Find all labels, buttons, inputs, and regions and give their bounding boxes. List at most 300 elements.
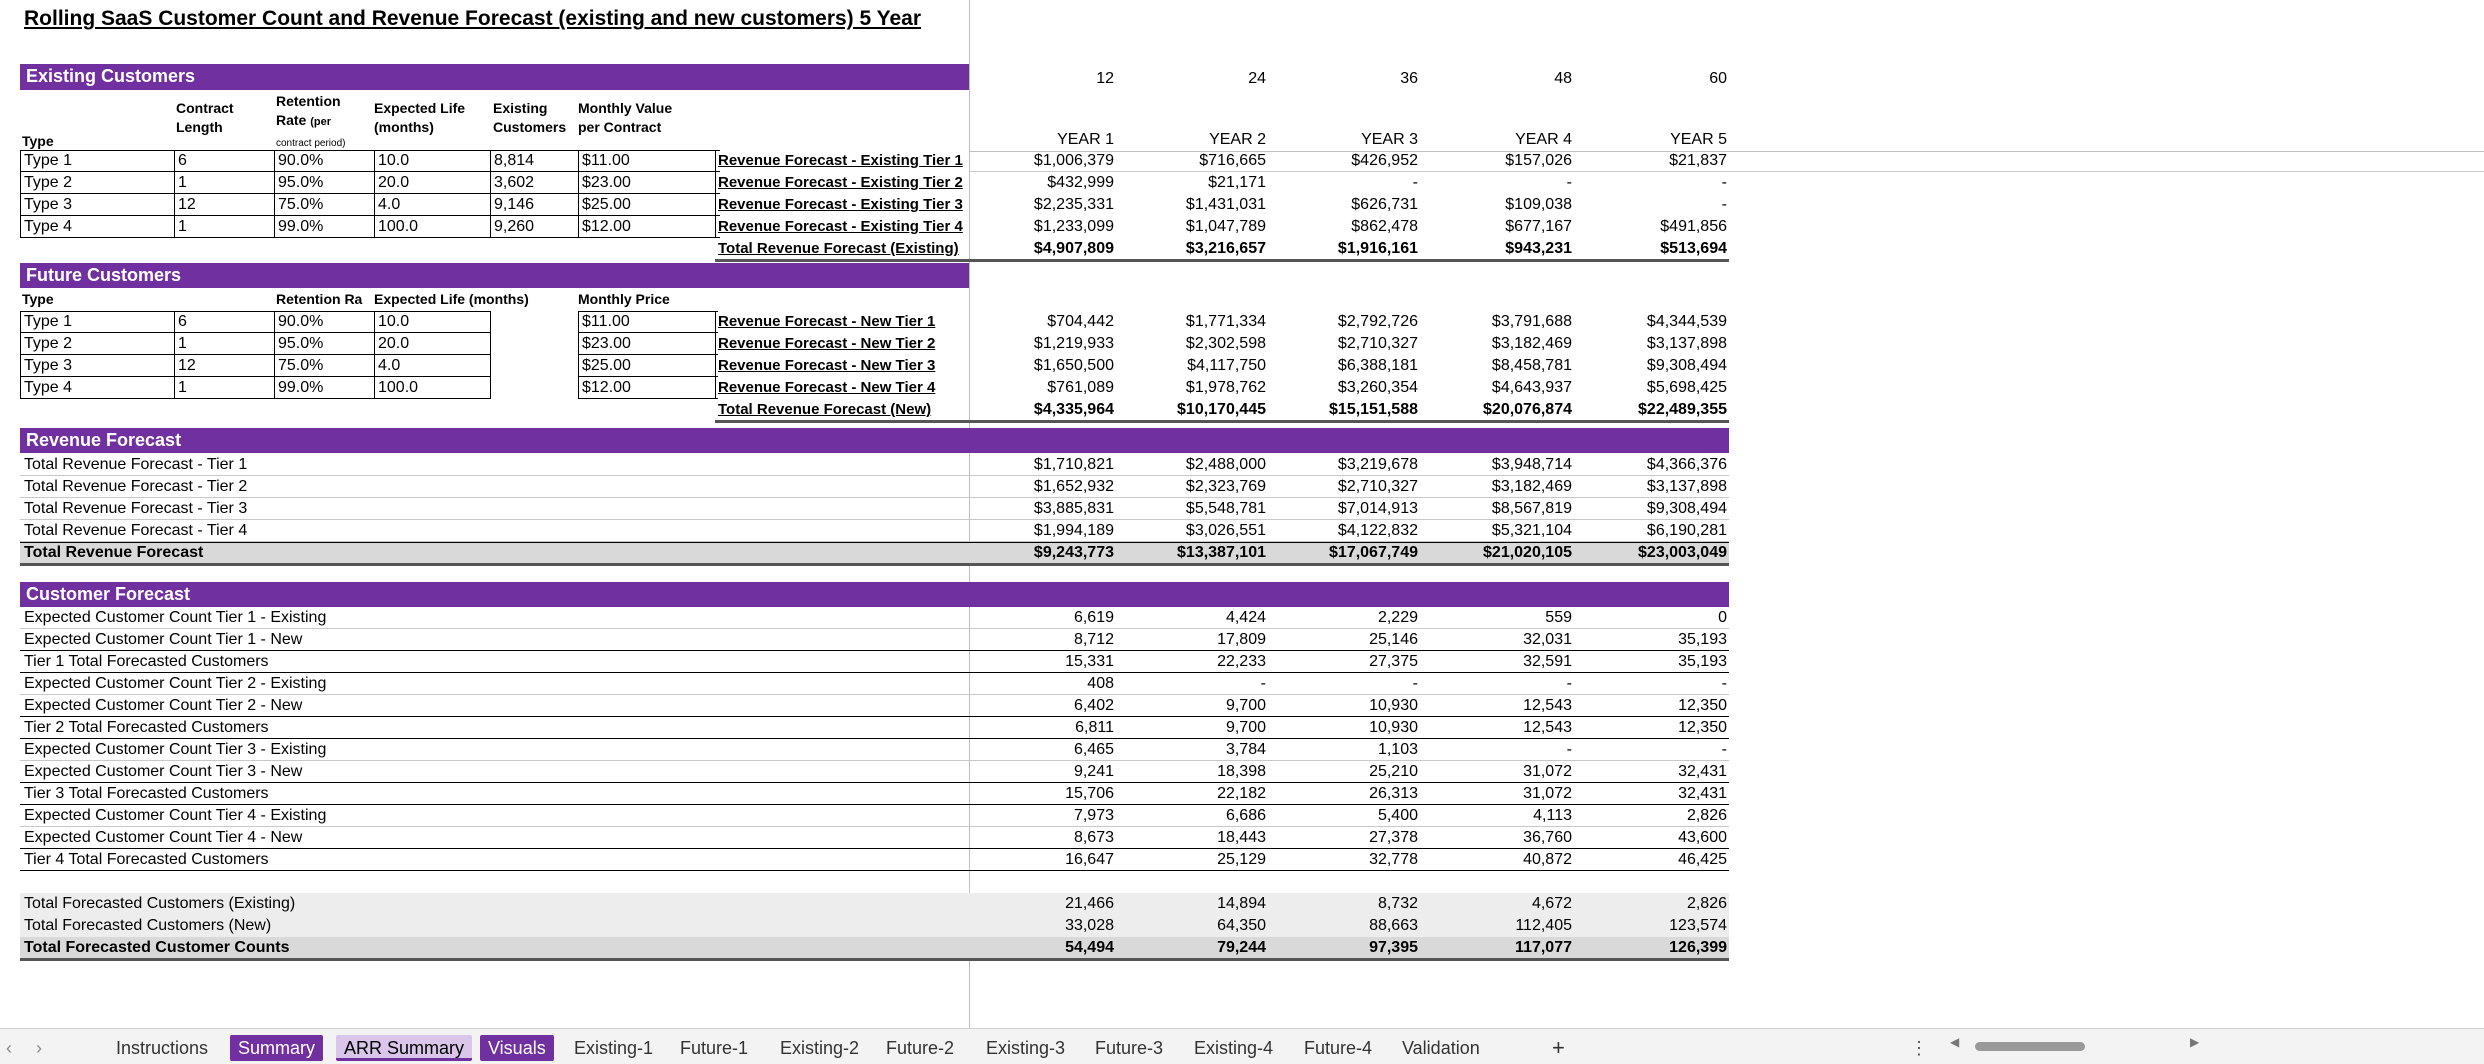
existing-forecast-value-y3[interactable]: $862,478 [1351,218,1418,235]
customer-row-value-y1[interactable]: 6,465 [1073,741,1114,758]
customer-row-value-y3[interactable]: 25,210 [1369,763,1418,780]
grid-vline [174,150,175,238]
customer-row-value-y1[interactable]: 6,811 [1075,719,1114,736]
year-label: YEAR 1 [1057,131,1114,148]
existing-forecast-value-y2[interactable]: $1,047,789 [1185,218,1266,235]
future-type-cell[interactable]: Type 4 [24,379,73,396]
customer-row-label[interactable]: Expected Customer Count Tier 4 - New [24,829,303,846]
customer-row-value-y5[interactable]: 2,826 [1686,807,1727,824]
row-border-top [578,311,718,312]
customer-row-value-y4[interactable]: 559 [1545,609,1572,626]
existing-col-life [374,99,465,137]
tab-scroll-next-icon[interactable]: › [36,1038,42,1058]
existing-customers-cell[interactable]: 3,602 [494,174,535,191]
revenue-row-value-y3[interactable]: $3,219,678 [1337,456,1418,473]
future-contract-cell[interactable]: 1 [178,379,187,396]
grid-vline [20,150,21,238]
revenue-row-label[interactable]: Total Revenue Forecast - Tier 4 [24,522,248,539]
customer-row-value-y2[interactable]: 4,424 [1225,609,1266,626]
future-forecast-value-y1[interactable]: $761,089 [1047,379,1114,396]
customer-row-value-y5[interactable]: 35,193 [1678,653,1727,670]
total-underline [20,563,1729,566]
customer-row-value-y3[interactable]: 10,930 [1369,697,1418,714]
future-forecast-value-y1[interactable]: $1,219,933 [1033,335,1114,352]
col-monthly-line2: per Contract [578,119,662,135]
customer-row-value-y2[interactable]: 6,686 [1225,807,1266,824]
tab-future-4[interactable]: Future-4 [1304,1038,1373,1058]
existing-forecast-value-y3[interactable]: - [1412,174,1418,191]
row-border-top [20,311,490,312]
horizontal-scrollbar[interactable] [1950,1035,2202,1053]
existing-col-contract [176,99,234,137]
row-border [578,398,718,399]
row-border [20,354,490,355]
customer-row-value-y5[interactable]: 43,600 [1678,829,1727,846]
customer-summary-value-y3[interactable]: 88,663 [1369,917,1418,934]
future-monthly-cell[interactable]: $23.00 [582,335,631,352]
customer-row-value-y1[interactable]: 9,241 [1073,763,1114,780]
future-type-cell[interactable]: Type 3 [24,357,73,374]
future-forecast-value-y3[interactable]: $6,388,181 [1337,357,1418,374]
future-monthly-cell[interactable]: $11.00 [582,313,630,330]
customer-total-label[interactable]: Total Forecasted Customer Counts [24,939,290,956]
future-retention-cell[interactable]: 99.0% [278,379,324,396]
freeze-pane-divider [969,0,970,1028]
grid-vline [274,150,275,238]
customer-row-value-y3[interactable]: - [1412,675,1418,692]
sheet-title[interactable]: Rolling SaaS Customer Count and Revenue Forecast (existing and new customers) 5 Year [24,7,922,30]
customer-summary-value-y1[interactable]: 21,466 [1065,895,1114,912]
revenue-row-value-y4[interactable]: $3,182,469 [1491,478,1572,495]
future-forecast-value-y3[interactable]: $2,792,726 [1337,313,1418,330]
customer-row-value-y4[interactable]: 31,072 [1523,785,1572,802]
customer-row-value-y2[interactable]: 22,182 [1217,785,1266,802]
period-label: 60 [1709,70,1727,87]
future-retention-cell[interactable]: 90.0% [278,313,324,330]
existing-col-retention [276,92,345,153]
existing-type-cell[interactable]: Type 4 [24,218,73,235]
tab-validation[interactable]: Validation [1402,1038,1480,1058]
existing-col-existing [493,99,566,137]
customer-row-value-y1[interactable]: 408 [1087,675,1114,692]
customer-summary-value-y2[interactable]: 14,894 [1217,895,1266,912]
customer-row-value-y5[interactable]: 32,431 [1678,763,1727,780]
row-border [20,332,490,333]
total-underline [715,420,1729,423]
customer-row-label[interactable]: Expected Customer Count Tier 4 - Existing [24,807,327,824]
future-forecast-value-y5[interactable]: $3,137,898 [1646,335,1727,352]
customer-summary-label[interactable]: Total Forecasted Customers (Existing) [24,895,296,912]
existing-retention-cell[interactable]: 75.0% [278,196,324,213]
existing-customers-cell[interactable]: 8,814 [494,152,535,169]
existing-forecast-value-y1[interactable]: $432,999 [1047,174,1114,191]
row-border [20,870,1729,871]
customer-row-value-y4[interactable]: 4,113 [1533,807,1572,824]
revenue-row-value-y1[interactable]: $1,652,932 [1033,478,1114,495]
customer-total-value-y2[interactable]: 79,244 [1217,939,1266,956]
existing-forecast-value-y4[interactable]: $157,026 [1505,152,1572,169]
col-life-line2: (months) [374,119,434,135]
customer-summary-label[interactable]: Total Forecasted Customers (New) [24,917,272,934]
col-contract-line2: Length [176,119,223,135]
future-forecast-value-y5[interactable]: $9,308,494 [1646,357,1727,374]
customer-row-value-y5[interactable]: 32,431 [1678,785,1727,802]
future-forecast-value-y1[interactable]: $1,650,500 [1033,357,1114,374]
customer-row-value-y4[interactable]: 40,872 [1523,851,1572,868]
grid-vline [490,150,491,238]
existing-forecast-label[interactable]: Revenue Forecast - Existing Tier 2 [718,174,963,191]
customer-summary-value-y3[interactable]: 8,732 [1377,895,1418,912]
future-forecast-value-y2[interactable]: $2,302,598 [1185,335,1266,352]
revenue-row-value-y5[interactable]: $6,190,281 [1646,522,1727,539]
future-total-value-y3[interactable]: $15,151,588 [1329,401,1418,418]
col-life-line1: Expected Life [374,100,466,116]
revenue-total-value-y4[interactable]: $21,020,105 [1483,544,1572,561]
existing-total-value-y2[interactable]: $3,216,657 [1185,240,1266,257]
future-customers-header: Future Customers [20,263,969,288]
customer-row-label[interactable]: Expected Customer Count Tier 2 - Existing [24,675,327,692]
revenue-row-value-y2[interactable]: $2,488,000 [1185,456,1266,473]
future-type-cell[interactable]: Type 2 [24,335,73,352]
customer-row-value-y5[interactable]: 46,425 [1678,851,1727,868]
tab-future-1[interactable]: Future-1 [680,1038,749,1058]
existing-contract-cell[interactable]: 1 [178,174,187,191]
customer-summary-value-y1[interactable]: 33,028 [1065,917,1114,934]
customer-summary-value-y5[interactable]: 2,826 [1686,895,1727,912]
future-total-value-y5[interactable]: $22,489,355 [1638,401,1727,418]
customer-row-label[interactable]: Expected Customer Count Tier 2 - New [24,697,303,714]
tab-existing-3[interactable]: Existing-3 [986,1038,1066,1058]
grid-vline [715,311,716,399]
revenue-total-label[interactable]: Total Revenue Forecast [24,544,204,561]
col-retention-small: (per [310,116,332,128]
revenue-row-value-y4[interactable]: $3,948,714 [1491,456,1572,473]
future-forecast-value-y4[interactable]: $8,458,781 [1491,357,1572,374]
future-forecast-value-y4[interactable]: $4,643,937 [1491,379,1572,396]
existing-forecast-value-y1[interactable]: $2,235,331 [1033,196,1114,213]
tab-summary[interactable]: Summary [230,1035,323,1061]
future-forecast-value-y2[interactable]: $1,771,334 [1185,313,1266,330]
row-border [20,376,490,377]
future-retention-cell[interactable]: 95.0% [278,335,324,352]
period-label: 24 [1248,70,1266,87]
future-forecast-value-y1[interactable]: $704,442 [1047,313,1114,330]
year-label: YEAR 4 [1515,131,1572,148]
revenue-total-value-y3[interactable]: $17,067,749 [1329,544,1418,561]
customer-row-value-y3[interactable]: 27,378 [1369,829,1418,846]
grid-vline [174,311,175,399]
existing-forecast-value-y4[interactable]: - [1566,174,1572,191]
future-total-value-y2[interactable]: $10,170,445 [1177,401,1266,418]
existing-monthly-cell[interactable]: $11.00 [582,152,630,169]
customer-row-label[interactable]: Expected Customer Count Tier 3 - Existing [24,741,327,758]
revenue-row-value-y3[interactable]: $2,710,327 [1337,478,1418,495]
col-existing-line2: Customers [493,119,567,135]
grid-vline [374,311,375,399]
customer-summary-value-y5[interactable]: 123,574 [1669,917,1727,934]
revenue-total-value-y5[interactable]: $23,003,049 [1638,544,1727,561]
total-underline [20,958,1729,961]
gridline [970,171,2484,172]
existing-contract-cell[interactable]: 6 [178,152,187,169]
existing-forecast-value-y2[interactable]: $1,431,031 [1185,196,1266,213]
existing-retention-cell[interactable]: 99.0% [278,218,324,235]
tab-instructions[interactable]: Instructions [116,1038,209,1058]
customer-summary-value-y4[interactable]: 4,672 [1531,895,1572,912]
existing-forecast-value-y5[interactable]: $21,837 [1669,152,1727,169]
tab-existing-4[interactable]: Existing-4 [1194,1038,1274,1058]
existing-monthly-cell[interactable]: $23.00 [582,174,631,191]
customer-row-label[interactable]: Expected Customer Count Tier 1 - New [24,631,303,648]
customer-row-value-y1[interactable]: 16,647 [1065,851,1114,868]
future-forecast-value-y3[interactable]: $2,710,327 [1337,335,1418,352]
revenue-row-value-y2[interactable]: $3,026,551 [1185,522,1266,539]
existing-col-monthly [578,99,672,137]
future-total-label[interactable]: Total Revenue Forecast (New) [718,401,932,418]
customer-row-value-y1[interactable]: 8,673 [1073,829,1114,846]
existing-life-cell[interactable]: 20.0 [378,174,410,191]
customer-row-value-y5[interactable]: - [1721,741,1727,758]
revenue-total-value-y1[interactable]: $9,243,773 [1033,544,1114,561]
revenue-row-value-y3[interactable]: $7,014,913 [1337,500,1418,517]
existing-retention-cell[interactable]: 95.0% [278,174,324,191]
grid-vline [578,150,579,238]
future-forecast-value-y5[interactable]: $4,344,539 [1646,313,1727,330]
customer-row-value-y2[interactable]: 25,129 [1217,851,1266,868]
existing-type-cell[interactable]: Type 3 [24,196,73,213]
customer-row-value-y2[interactable]: 18,443 [1217,829,1266,846]
revenue-forecast-header: Revenue Forecast [20,428,1729,453]
more-options-icon[interactable]: ⋮ [1910,1038,1928,1058]
existing-life-cell[interactable]: 4.0 [378,196,401,213]
existing-forecast-value-y5[interactable]: - [1721,174,1727,191]
revenue-row-value-y1[interactable]: $1,994,189 [1033,522,1114,539]
revenue-row-value-y4[interactable]: $8,567,819 [1491,500,1572,517]
future-contract-cell[interactable]: 1 [178,335,187,352]
future-total-value-y4[interactable]: $20,076,874 [1483,401,1572,418]
existing-forecast-value-y3[interactable]: $626,731 [1351,196,1418,213]
revenue-row-value-y5[interactable]: $4,366,376 [1646,456,1727,473]
grid-vline [490,311,491,399]
existing-total-value-y4[interactable]: $943,231 [1505,240,1572,257]
revenue-row-value-y5[interactable]: $9,308,494 [1646,500,1727,517]
tab-arr-summary[interactable]: ARR Summary [336,1035,472,1061]
tab-visuals[interactable]: Visuals [480,1035,554,1061]
customer-total-value-y3[interactable]: 97,395 [1369,939,1418,956]
existing-forecast-value-y1[interactable]: $1,006,379 [1033,152,1114,169]
customer-row-value-y4[interactable]: 32,591 [1523,653,1572,670]
future-life-cell[interactable]: 10.0 [378,313,410,330]
col-contract-line1: Contract [176,100,234,116]
customer-row-value-y4[interactable]: 32,031 [1523,631,1572,648]
customer-row-value-y4[interactable]: 31,072 [1523,763,1572,780]
existing-forecast-value-y5[interactable]: $491,856 [1660,218,1727,235]
col-retention-line3: contract period) [276,138,346,149]
customer-row-value-y2[interactable]: 9,700 [1225,697,1266,714]
customer-row-value-y3[interactable]: 5,400 [1377,807,1418,824]
existing-forecast-value-y3[interactable]: $426,952 [1351,152,1418,169]
year-label: YEAR 3 [1361,131,1418,148]
customer-row-value-y2[interactable]: 9,700 [1225,719,1266,736]
customer-row-value-y4[interactable]: 36,760 [1523,829,1572,846]
future-monthly-cell[interactable]: $12.00 [582,379,631,396]
existing-type-cell[interactable]: Type 1 [24,152,73,169]
customer-row-value-y3[interactable]: 27,375 [1369,653,1418,670]
future-forecast-value-y4[interactable]: $3,182,469 [1491,335,1572,352]
customer-row-value-y4[interactable]: - [1566,675,1572,692]
existing-forecast-value-y4[interactable]: $109,038 [1505,196,1572,213]
existing-monthly-cell[interactable]: $12.00 [582,218,631,235]
tab-future-3[interactable]: Future-3 [1095,1038,1164,1058]
revenue-row-label[interactable]: Total Revenue Forecast - Tier 3 [24,500,248,517]
existing-col-type: Type [22,133,54,149]
scroll-left-icon[interactable]: ◀ [1950,1035,1960,1049]
existing-total-value-y3[interactable]: $1,916,161 [1337,240,1418,257]
customer-row-value-y4[interactable]: 12,543 [1523,719,1572,736]
future-forecast-label[interactable]: Revenue Forecast - New Tier 1 [718,313,936,330]
existing-forecast-value-y5[interactable]: - [1721,196,1727,213]
future-forecast-label[interactable]: Revenue Forecast - New Tier 2 [718,335,936,352]
existing-forecast-value-y2[interactable]: $716,665 [1199,152,1266,169]
customer-row-value-y1[interactable]: 6,402 [1073,697,1114,714]
revenue-row-value-y4[interactable]: $5,321,104 [1491,522,1572,539]
existing-retention-cell[interactable]: 90.0% [278,152,324,169]
revenue-total-value-y2[interactable]: $13,387,101 [1177,544,1266,561]
existing-type-cell[interactable]: Type 2 [24,174,73,191]
existing-forecast-value-y4[interactable]: $677,167 [1505,218,1572,235]
customer-row-label[interactable]: Tier 2 Total Forecasted Customers [24,719,269,736]
customer-row-value-y5[interactable]: 12,350 [1678,697,1727,714]
scroll-right-icon[interactable]: ▶ [2190,1035,2200,1049]
customer-row-value-y5[interactable]: - [1721,675,1727,692]
customer-row-value-y3[interactable]: 1,103 [1377,741,1418,758]
future-contract-cell[interactable]: 6 [178,313,187,330]
row-border-top [20,150,720,151]
customer-row-value-y3[interactable]: 26,313 [1369,785,1418,802]
customer-row-label[interactable]: Expected Customer Count Tier 3 - New [24,763,303,780]
future-col-type: Type [22,291,54,307]
existing-forecast-label[interactable]: Revenue Forecast - Existing Tier 4 [718,218,963,235]
period-label: 12 [1096,70,1114,87]
customer-row-label[interactable]: Tier 1 Total Forecasted Customers [24,653,269,670]
customer-row-value-y2[interactable]: - [1260,675,1266,692]
customer-row-value-y2[interactable]: 22,233 [1217,653,1266,670]
customer-row-label[interactable]: Tier 3 Total Forecasted Customers [24,785,269,802]
customer-row-value-y3[interactable]: 10,930 [1369,719,1418,736]
tab-future-2[interactable]: Future-2 [886,1038,955,1058]
future-life-cell[interactable]: 100.0 [378,379,419,396]
customer-row-label[interactable]: Tier 4 Total Forecasted Customers [24,851,269,868]
customer-row-value-y2[interactable]: 3,784 [1225,741,1266,758]
existing-monthly-cell[interactable]: $25.00 [582,196,631,213]
revenue-row-label[interactable]: Total Revenue Forecast - Tier 2 [24,478,248,495]
tab-scroll-prev-icon[interactable]: ‹ [6,1038,12,1058]
customer-row-value-y3[interactable]: 2,229 [1377,609,1418,626]
future-life-cell[interactable]: 4.0 [378,357,401,374]
revenue-row-value-y5[interactable]: $3,137,898 [1646,478,1727,495]
existing-customers-header: Existing Customers [20,64,969,90]
customer-total-value-y4[interactable]: 117,077 [1515,939,1572,956]
customer-row-value-y5[interactable]: 35,193 [1678,631,1727,648]
revenue-row-value-y1[interactable]: $3,885,831 [1033,500,1114,517]
customer-row-value-y1[interactable]: 7,973 [1073,807,1114,824]
future-type-cell[interactable]: Type 1 [24,313,73,330]
add-sheet-icon[interactable]: + [1552,1035,1565,1060]
customer-row-value-y1[interactable]: 15,331 [1065,653,1114,670]
customer-forecast-header: Customer Forecast [20,582,1729,607]
existing-total-value-y1[interactable]: $4,907,809 [1033,240,1114,257]
grid-vline [20,311,21,399]
future-forecast-label[interactable]: Revenue Forecast - New Tier 3 [718,357,936,374]
future-forecast-label[interactable]: Revenue Forecast - New Tier 4 [718,379,936,396]
existing-life-cell[interactable]: 10.0 [378,152,410,169]
existing-forecast-label[interactable]: Revenue Forecast - Existing Tier 3 [718,196,963,213]
revenue-row-value-y1[interactable]: $1,710,821 [1033,456,1114,473]
existing-forecast-value-y1[interactable]: $1,233,099 [1033,218,1114,235]
customer-row-value-y2[interactable]: 18,398 [1217,763,1266,780]
customer-total-value-y1[interactable]: 54,494 [1065,939,1114,956]
future-contract-cell[interactable]: 12 [178,357,196,374]
future-forecast-value-y2[interactable]: $4,117,750 [1187,357,1266,374]
customer-row-label[interactable]: Expected Customer Count Tier 1 - Existing [24,609,327,626]
existing-contract-cell[interactable]: 12 [178,196,196,213]
existing-customers-cell[interactable]: 9,260 [494,218,535,235]
customer-row-value-y5[interactable]: 0 [1718,609,1727,626]
future-forecast-value-y2[interactable]: $1,978,762 [1185,379,1266,396]
customer-summary-value-y4[interactable]: 112,405 [1515,917,1572,934]
customer-row-value-y5[interactable]: 12,350 [1678,719,1727,736]
customer-row-value-y1[interactable]: 8,712 [1073,631,1114,648]
tab-existing-1[interactable]: Existing-1 [574,1038,654,1058]
row-border [20,398,490,399]
tab-existing-2[interactable]: Existing-2 [780,1038,860,1058]
future-total-value-y1[interactable]: $4,335,964 [1033,401,1114,418]
scrollbar-thumb[interactable] [1975,1042,2085,1051]
existing-total-value-y5[interactable]: $513,694 [1660,240,1727,257]
future-forecast-value-y3[interactable]: $3,260,354 [1337,379,1418,396]
future-forecast-value-y5[interactable]: $5,698,425 [1646,379,1727,396]
existing-forecast-label[interactable]: Revenue Forecast - Existing Tier 1 [718,152,963,169]
existing-life-cell[interactable]: 100.0 [378,218,419,235]
customer-summary-value-y2[interactable]: 64,350 [1217,917,1266,934]
customer-row-value-y1[interactable]: 15,706 [1065,785,1114,802]
grid-vline [578,311,579,399]
customer-row-value-y3[interactable]: 25,146 [1369,631,1418,648]
future-forecast-value-y4[interactable]: $3,791,688 [1491,313,1572,330]
customer-row-value-y4[interactable]: - [1566,741,1572,758]
customer-row-value-y2[interactable]: 17,809 [1217,631,1266,648]
year-label: YEAR 2 [1209,131,1266,148]
revenue-row-value-y2[interactable]: $5,548,781 [1185,500,1266,517]
future-retention-cell[interactable]: 75.0% [278,357,324,374]
existing-forecast-value-y2[interactable]: $21,171 [1208,174,1266,191]
customer-row-value-y1[interactable]: 6,619 [1073,609,1114,626]
customer-row-value-y4[interactable]: 12,543 [1523,697,1572,714]
existing-customers-cell[interactable]: 9,146 [494,196,535,213]
existing-total-label[interactable]: Total Revenue Forecast (Existing) [718,240,959,257]
revenue-row-value-y3[interactable]: $4,122,832 [1337,522,1418,539]
existing-contract-cell[interactable]: 1 [178,218,187,235]
revenue-row-label[interactable]: Total Revenue Forecast - Tier 1 [24,456,248,473]
customer-row-value-y3[interactable]: 32,778 [1369,851,1418,868]
customer-total-value-y5[interactable]: 126,399 [1669,939,1727,956]
future-life-cell[interactable]: 20.0 [378,335,410,352]
future-monthly-cell[interactable]: $25.00 [582,357,631,374]
grid-vline [715,150,716,238]
grid-vline [274,311,275,399]
period-label: 48 [1554,70,1572,87]
revenue-row-value-y2[interactable]: $2,323,769 [1185,478,1266,495]
